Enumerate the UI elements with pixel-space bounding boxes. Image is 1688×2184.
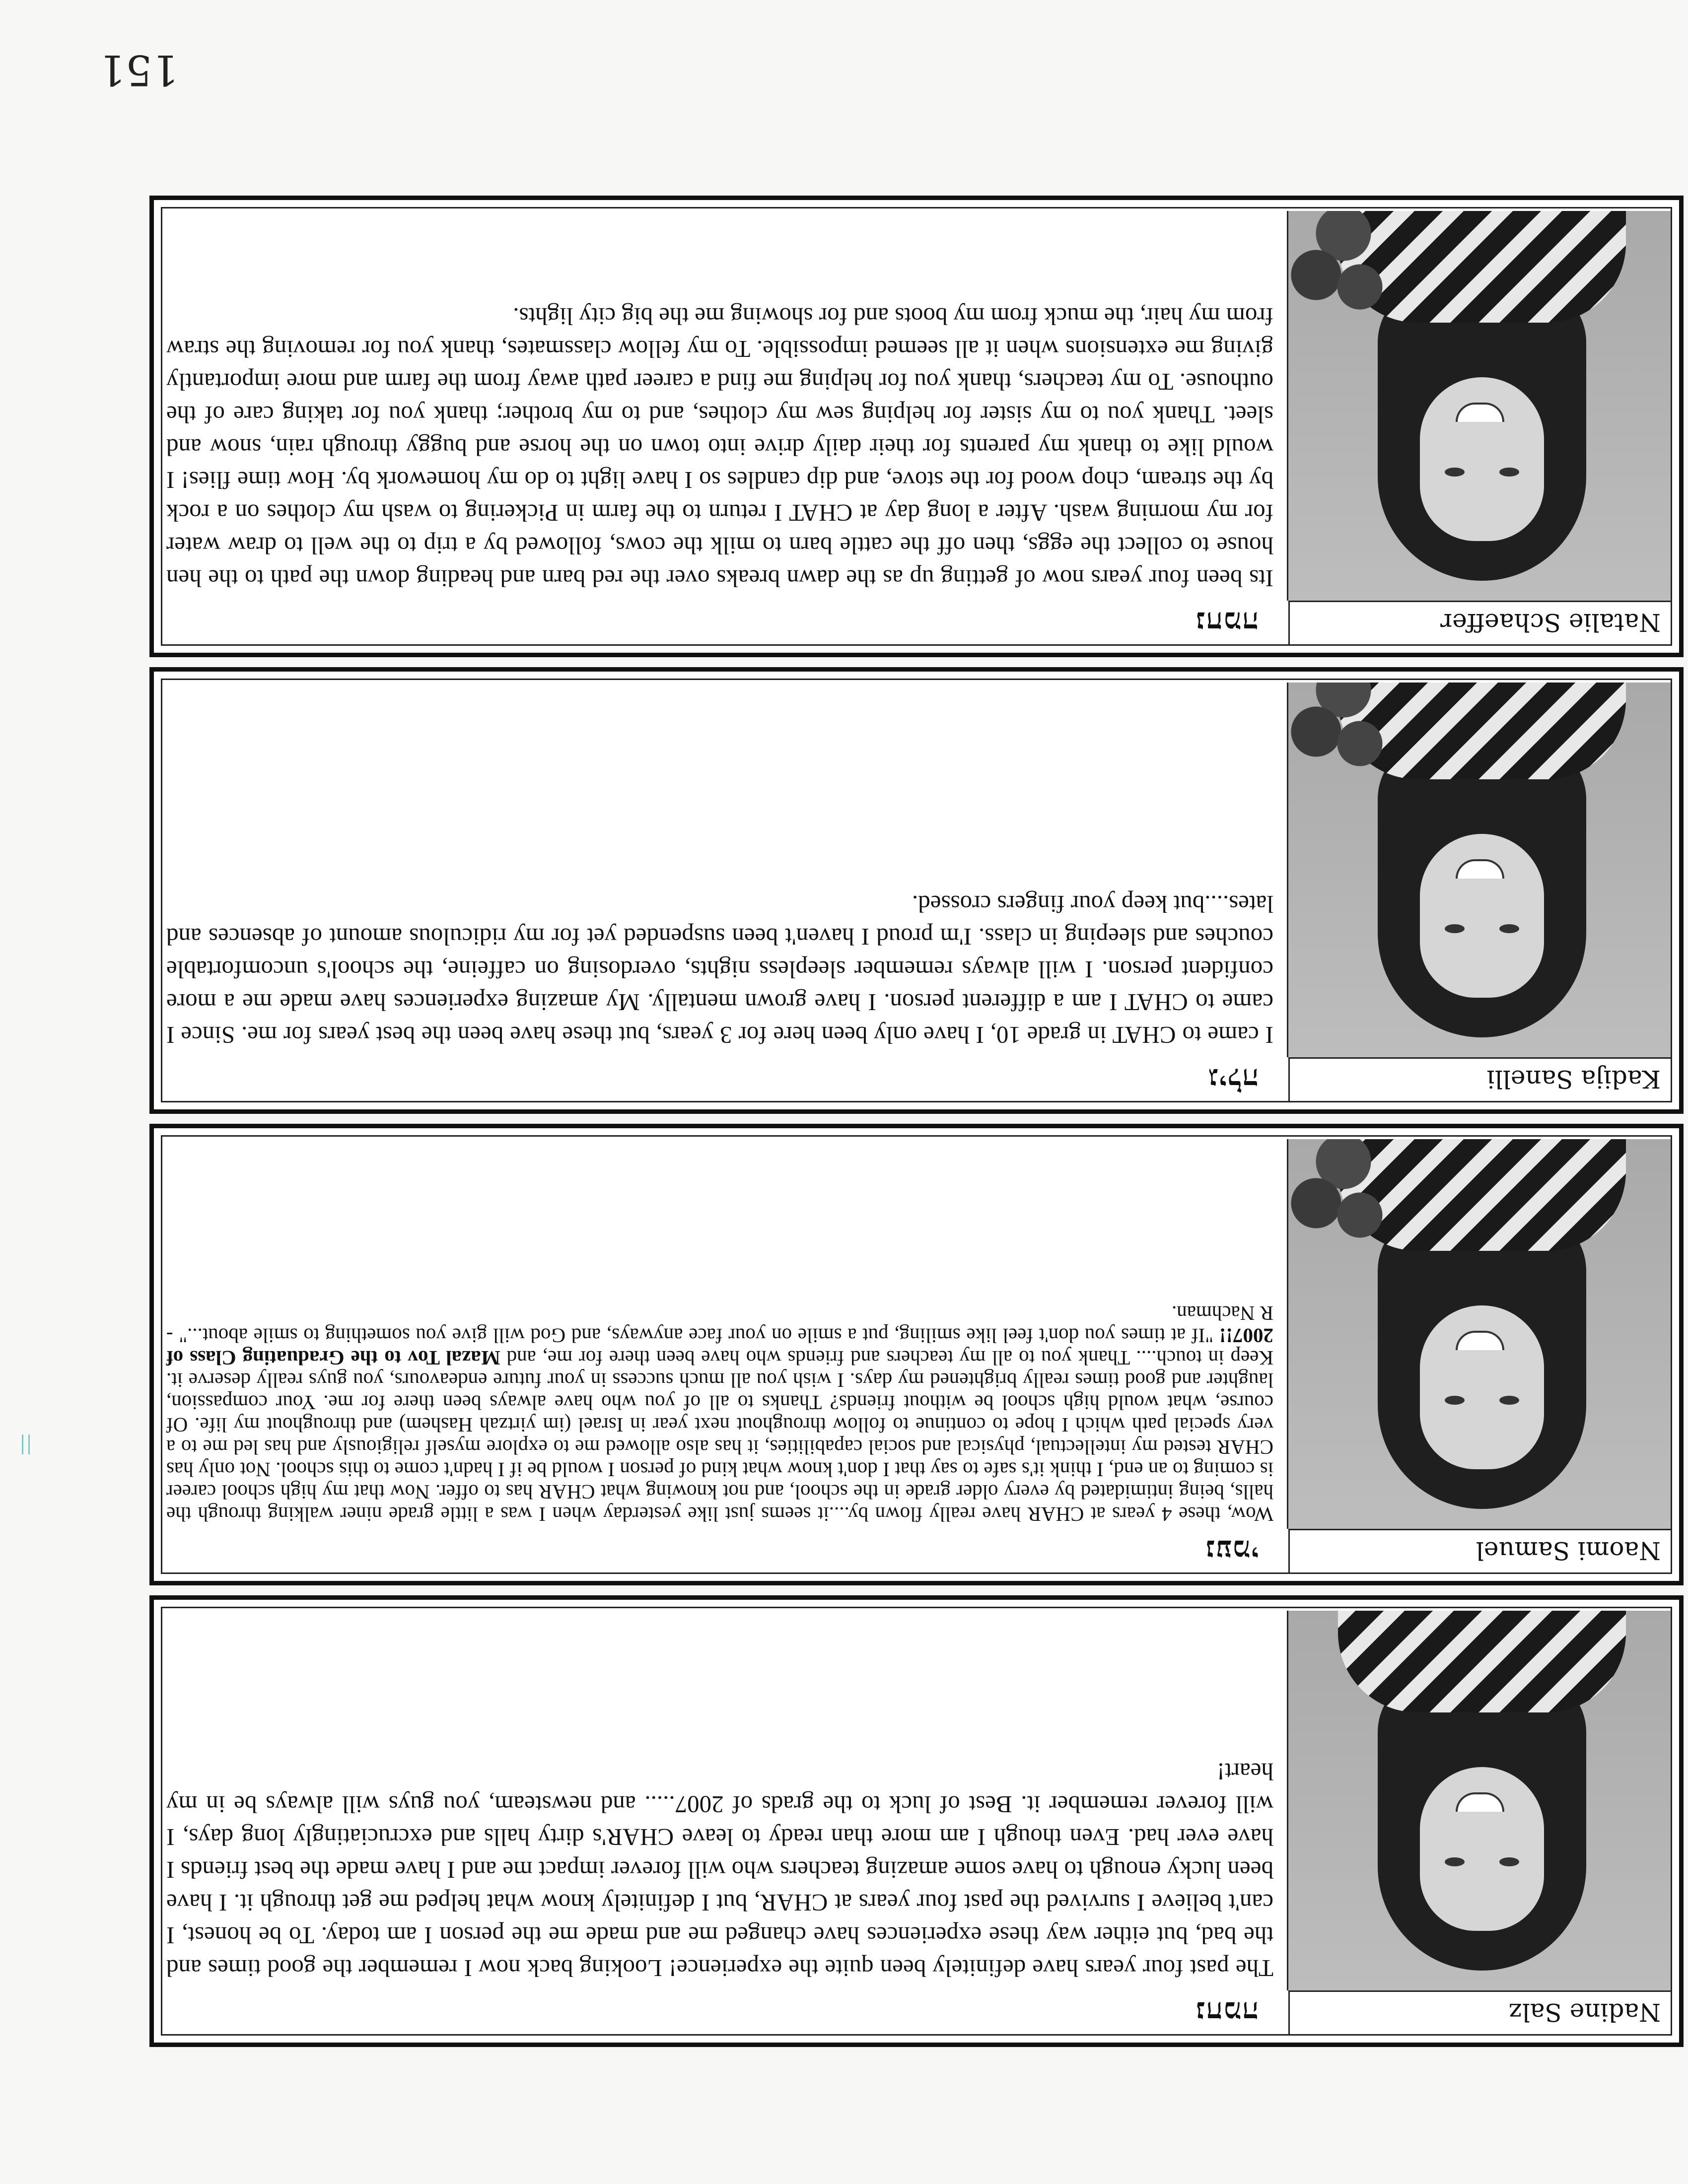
- message-body: Wow, these 4 years at CHAR have really flown by....it seems just like yesterday when I was a little grade niner walking through the halls, being intimidated by every older grade in the school, and not knowing what CHAR has to offer. Now that my high school career is coming to an end, I think it's safe to say that I don't know what kind of person I would be if I hadn't come to this school. Not only has CHAR tested my intellectual, physical and social capabilities, it has also allowed me to explore myself religiously and has led me to a very special path which I hope to continue to follow throughout next year in Israel (im yirtzah Hashem) and throughout my life. Of course, what would high school be without friends? Thanks to all of you who have always been there for me. Your compassion, laughter and good times really brightened my days. I wish you all much success in your future endeavours, you guys really deserve it. Keep in touch.... Thank you to all my teachers and friends who have been there for me, and: [166, 1347, 1273, 1526]
- entry-frame: [161, 1135, 1672, 1574]
- student-message: Its been four years now of getting up as the dawn breaks over the red barn and heading down the path to the hen house to collect the eggs, then off the cattle barn to milk the cows, followed by a trip to the well to draw water for my morning wash. After a long day at CHAT I return to the farm in Pickering to wash my clothes on a rock by the stream, chop wood for the stove, and dip candles so I have light to do my homework by. How time flies! I would like to thank my parents for their daily drive into town on the horse and buggy through rain, snow and sleet. Thank you to my sister for helping sew my clothes, and to my brother; thank you for taking care of the outhouse. To my teachers, thank you for helping me find a career path away from the farm and more importantly giving me extensions when it all seemed impossible. To my fellow classmates, thank you for removing the straw from my hair, the muck from my boots and for showing me the big city lights.: [166, 303, 1273, 592]
- hebrew-name: נחמה: [1195, 606, 1259, 639]
- message-quote: "If at times you don't feel like smiling, put a smile on your face anyways, and God will give you something to smile about..." - R Nachman.: [166, 1302, 1273, 1347]
- entry-frame: [161, 1607, 1672, 2036]
- page-number: 151: [99, 46, 179, 94]
- student-photo: [1287, 211, 1671, 601]
- student-photo: [1287, 1611, 1671, 1990]
- student-message: The past four years have definitely been quite the experience! Looking back now I remember the good times and the bad, but either way these experiences have changed me and made me the person I am today. To be honest, I can't believe I survived the past four years at CHAR, but I definitely know what helped me get through it. I have been lucky enough to have some amazing teachers who will forever impact me and I have made the best friends I have ever had. Even though I am more than ready to leave CHAR's dirty halls and excruciatingly long days, I will forever remember it. Best of luck to the grads of 2007..... and newsteam, you guys will always be in my heart!: [166, 1758, 1273, 1982]
- student-message: [166, 1302, 1273, 1525]
- flowers-image: [1287, 211, 1393, 323]
- student-photo: [1287, 1139, 1671, 1529]
- grad-entry-naomi: [149, 1124, 1684, 1585]
- student-message: I came to CHAT in grade 10, I have only been here for 3 years, but these have been the best years for me. Since I came to CHAT I am a different person. I have grown mentally. My amazing experiences have made me a more confident person. I will always remember sleepless nights, overdosing on caffeine, the school's uncomfortable couches and sleeping in class. I'm proud I haven't been suspended yet for my ridiculous amount of absences and lates....but keep your fingers crossed.: [166, 890, 1273, 1049]
- grad-entry-kadija: [149, 667, 1684, 1114]
- student-name: Natalie Schaeffer: [1288, 601, 1671, 644]
- entry-frame: [161, 207, 1672, 646]
- grad-entry-natalie: [149, 196, 1684, 657]
- student-name: Kadija Sanelli: [1288, 1057, 1671, 1101]
- flowers-image: [1287, 682, 1393, 779]
- student-name: Nadine Salz: [1288, 1990, 1671, 2034]
- grad-entry-nadine: [149, 1595, 1684, 2047]
- hebrew-name: נעמי: [1204, 1534, 1259, 1568]
- hebrew-name: גילה: [1207, 1062, 1259, 1096]
- message-highlight: Mazal Tov to the Graduating Class of 2007!!: [166, 1324, 1273, 1369]
- scan-mark: [22, 1434, 30, 1454]
- flowers-image: [1287, 1139, 1393, 1251]
- student-name: Naomi Samuel: [1288, 1529, 1671, 1572]
- hebrew-name: נחמה: [1195, 1995, 1259, 2029]
- student-photo: [1287, 682, 1671, 1057]
- entry-frame: [161, 679, 1672, 1102]
